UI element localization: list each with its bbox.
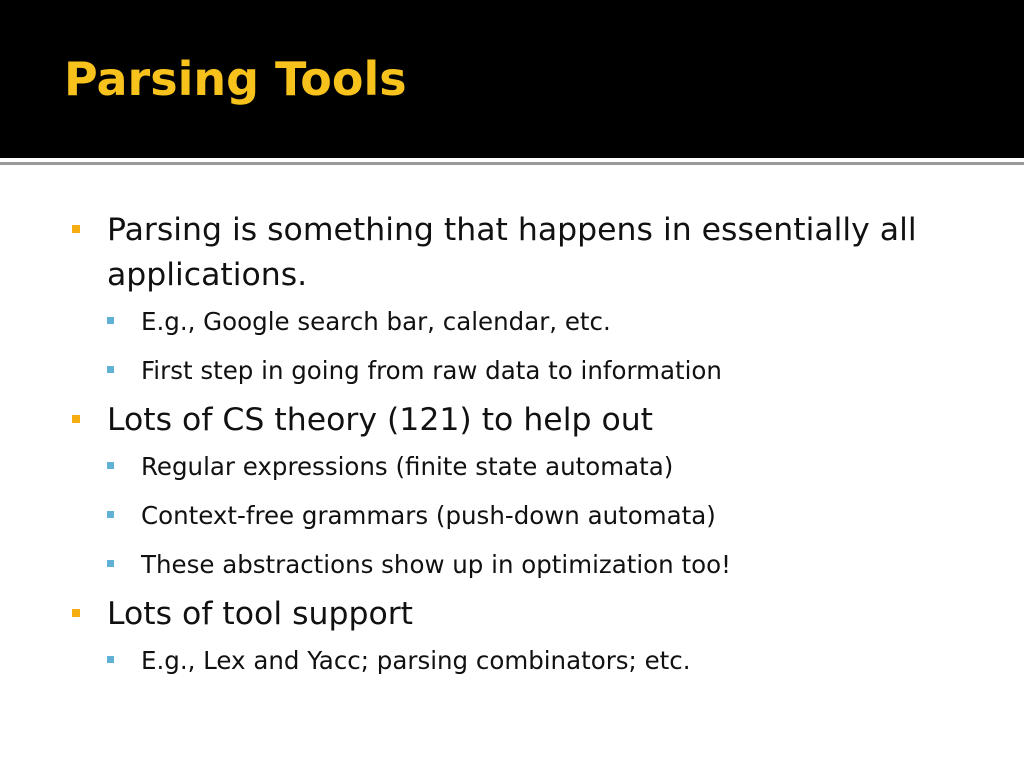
square-bullet-icon <box>72 609 80 617</box>
title-band <box>0 0 1024 158</box>
sub-bullet-item <box>107 494 972 537</box>
square-bullet-icon <box>72 415 80 423</box>
sub-bullet-item <box>107 349 972 392</box>
sub-bullet-text: Regular expressions (finite state automata) <box>141 452 674 481</box>
square-sub-bullet-icon <box>107 462 114 469</box>
bullet-text: Parsing is something that happens in essentially all applications. <box>107 212 917 293</box>
bullet-item <box>72 398 972 586</box>
sub-bullet-text: Context-free grammars (push-down automata) <box>141 501 716 530</box>
slide-title: Parsing Tools <box>64 52 407 106</box>
bullet-text: Lots of tool support <box>107 596 414 632</box>
square-sub-bullet-icon <box>107 560 114 567</box>
sub-bullet-item <box>107 300 972 343</box>
sub-bullet-item <box>107 445 972 488</box>
bullet-text: Lots of CS theory (121) to help out <box>107 402 654 438</box>
square-sub-bullet-icon <box>107 366 114 373</box>
sub-bullet-text: E.g., Lex and Yacc; parsing combinators; etc. <box>141 646 691 675</box>
sub-bullet-text: These abstractions show up in optimization too! <box>141 550 731 579</box>
sub-bullet-list <box>107 445 972 586</box>
title-separator-line <box>0 162 1024 165</box>
square-sub-bullet-icon <box>107 511 114 518</box>
bullet-list <box>72 208 972 688</box>
sub-bullet-list <box>107 300 972 392</box>
sub-bullet-text: E.g., Google search bar, calendar, etc. <box>141 307 611 336</box>
bullet-item <box>72 592 972 682</box>
sub-bullet-list <box>107 639 972 682</box>
sub-bullet-item <box>107 543 972 586</box>
sub-bullet-item <box>107 639 972 682</box>
square-sub-bullet-icon <box>107 656 114 663</box>
sub-bullet-text: First step in going from raw data to information <box>141 356 722 385</box>
bullet-item <box>72 208 972 392</box>
square-bullet-icon <box>72 225 80 233</box>
square-sub-bullet-icon <box>107 317 114 324</box>
